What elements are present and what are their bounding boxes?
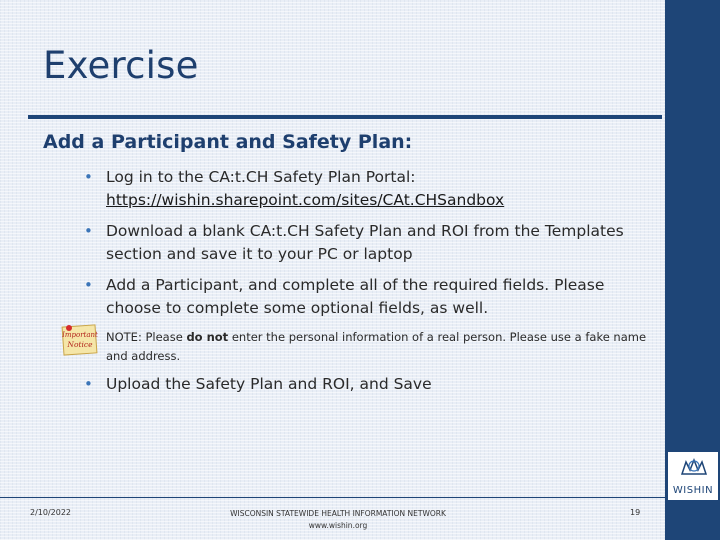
note-text — [106, 328, 651, 366]
notice-word-notice: Notice — [67, 340, 93, 349]
bullet-dot: • — [84, 375, 93, 393]
important-notice-icon — [60, 322, 98, 356]
bullet-item-login — [84, 166, 656, 212]
bullet-dot: • — [84, 276, 93, 294]
bullet-item-download — [84, 220, 656, 266]
footer-url: www.wishin.org — [308, 521, 368, 530]
title-divider — [28, 115, 662, 119]
note-prefix: NOTE: Please — [106, 330, 187, 344]
logo-wordmark: WISHIN — [672, 485, 714, 496]
footer-date: 2/10/2022 — [30, 508, 72, 517]
page-number: 19 — [630, 508, 641, 517]
notice-word-important: Important — [62, 331, 98, 339]
page-title: Exercise — [43, 44, 199, 87]
sandbox-link[interactable]: https://wishin.sharepoint.com/sites/CAt.CHSandbox — [106, 191, 505, 209]
wishin-logo — [668, 452, 718, 500]
footer-divider — [0, 497, 665, 498]
bullet-item-upload — [84, 373, 656, 396]
note-suffix: enter the personal information of a real person. Please use a fake name and address. — [106, 330, 647, 363]
bullet-dot: • — [84, 168, 93, 186]
footer-org-name: WISCONSIN STATEWIDE HEALTH INFORMATION NETWORK — [230, 509, 446, 518]
note-emphasis: do not — [186, 330, 229, 344]
bullet-text: Upload the Safety Plan and ROI, and Save — [106, 375, 432, 393]
bullet-text: Log in to the CA:t.CH Safety Plan Portal: — [106, 168, 416, 186]
footer-org — [200, 508, 476, 532]
wishin-logo-icon — [668, 452, 718, 486]
section-heading: Add a Participant and Safety Plan: — [43, 131, 413, 153]
bullet-item-add-participant — [84, 274, 656, 320]
bullet-dot: • — [84, 222, 93, 240]
bullet-text: Download a blank CA:t.CH Safety Plan and ROI from the Templates section and save it to your PC or laptop — [106, 222, 624, 263]
bullet-text: Add a Participant, and complete all of the required fields. Please choose to complete some optional fields, as well. — [106, 276, 605, 317]
